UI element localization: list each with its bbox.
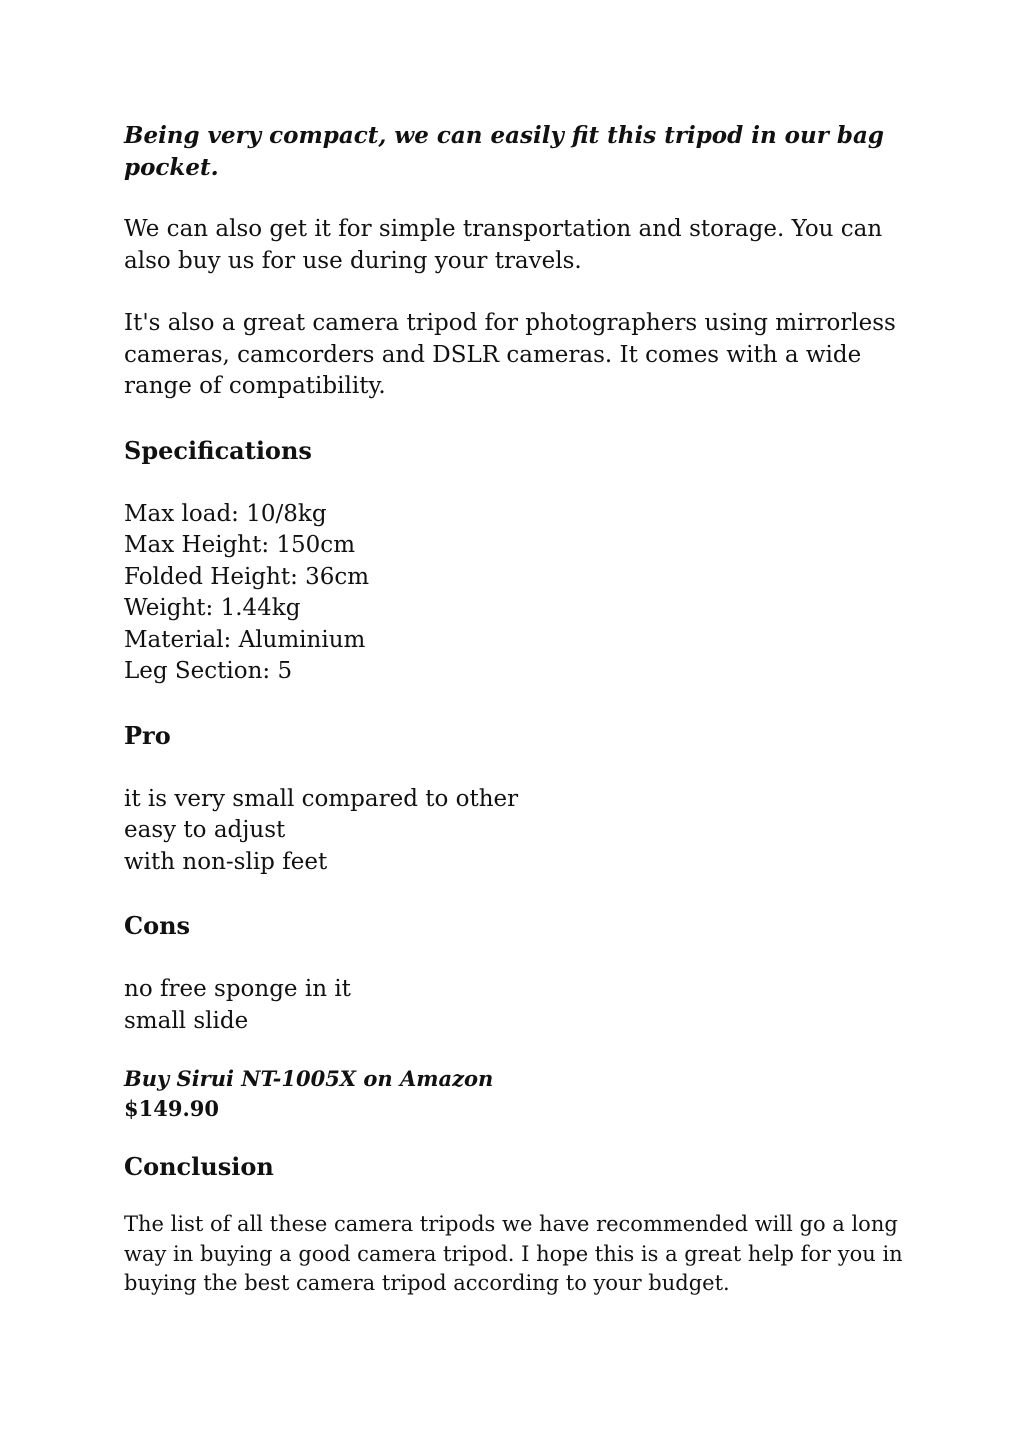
intro-lead: Being very compact, we can easily fit this tripod in our bag pocket. — [124, 122, 884, 181]
spec-item: Folded Height: 36cm — [124, 563, 370, 590]
buy-on-amazon-link[interactable]: Buy Sirui NT-1005X on Amazon — [124, 1066, 494, 1091]
specifications-list — [124, 499, 924, 688]
pro-item: easy to adjust — [124, 817, 286, 843]
pro-item: with non-slip feet — [124, 848, 328, 875]
conclusion-text: The list of all these camera tripods we have recommended will go a long way in buying a good camera tripod. I hope this is a great help for you in buying the best camera tripod according to your budget. — [124, 1212, 903, 1295]
cons-list — [124, 974, 924, 1037]
con-item: small slide — [124, 1007, 249, 1034]
intro-paragraph-2: It's also a great camera tripod for photographers using mirrorless cameras, camcorders and DSLR cameras. It comes with a wide range of compatibility. — [124, 310, 896, 399]
spec-item: Max Height: 150cm — [124, 532, 355, 558]
intro-paragraph-1: We can also get it for simple transportation and storage. You can also buy us for use during your travels. — [124, 216, 883, 274]
product-price: $149.90 — [124, 1096, 219, 1121]
specifications-heading: Specifications — [124, 435, 312, 465]
spec-item: Weight: 1.44kg — [124, 595, 301, 621]
pro-item: it is very small compared to other — [124, 785, 519, 812]
conclusion-heading: Conclusion — [124, 1152, 274, 1181]
con-item: no free sponge in it — [124, 976, 351, 1002]
spec-item: Material: Aluminium — [124, 626, 366, 653]
pros-list — [124, 784, 924, 879]
document-page — [124, 120, 924, 1299]
pros-heading: Pro — [124, 720, 171, 750]
cons-heading: Cons — [124, 911, 191, 940]
spec-item: Leg Section: 5 — [124, 658, 293, 684]
spec-item: Max load: 10/8kg — [124, 500, 327, 527]
